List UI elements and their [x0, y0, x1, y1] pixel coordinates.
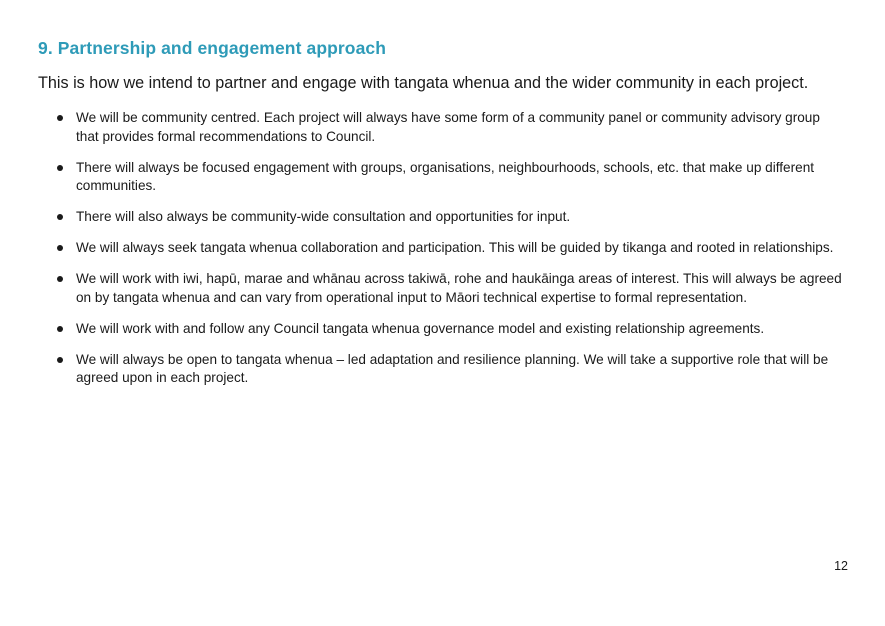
list-item-text: There will also always be community-wide consultation and opportunities for input.	[76, 209, 571, 224]
list-item	[56, 208, 846, 227]
bullet-icon	[57, 214, 63, 220]
list-item	[56, 159, 846, 196]
bullet-icon	[57, 165, 63, 171]
list-item-text: We will be community centred. Each project will always have some form of a community panel or community advisory group that provides formal recommendations to Council.	[76, 110, 820, 144]
list-item-text: We will always be open to tangata whenua – led adaptation and resilience planning. We will take a supportive role that will be agreed upon in each project.	[76, 351, 829, 385]
section-heading: 9. Partnership and engagement approach	[38, 38, 387, 58]
bullet-list	[56, 109, 846, 400]
bullet-icon	[57, 276, 63, 282]
list-item-text: There will always be focused engagement with groups, organisations, neighbourhoods, schools, etc. that make up different communities.	[76, 159, 815, 193]
bullet-icon	[57, 245, 63, 251]
bullet-icon	[57, 357, 63, 363]
bullet-icon	[57, 326, 63, 332]
list-item	[56, 239, 846, 258]
bullet-icon	[57, 115, 63, 121]
intro-paragraph: This is how we intend to partner and engage with tangata whenua and the wider community in each project.	[38, 74, 809, 92]
list-item	[56, 320, 846, 339]
list-item-text: We will work with iwi, hapū, marae and whānau across takiwā, rohe and haukāinga areas of interest. This will always be agreed on by tangata whenua and can vary from operational input to Māori technical expertise to formal representation.	[76, 271, 842, 305]
list-item	[56, 109, 846, 146]
list-item	[56, 270, 846, 307]
list-item-text: We will work with and follow any Council tangata whenua governance model and existing relationship agreements.	[76, 320, 765, 336]
list-item	[56, 351, 846, 388]
page-number: 12	[834, 559, 848, 573]
list-item-text: We will always seek tangata whenua collaboration and participation. This will be guided by tikanga and rooted in relationships.	[76, 240, 834, 255]
